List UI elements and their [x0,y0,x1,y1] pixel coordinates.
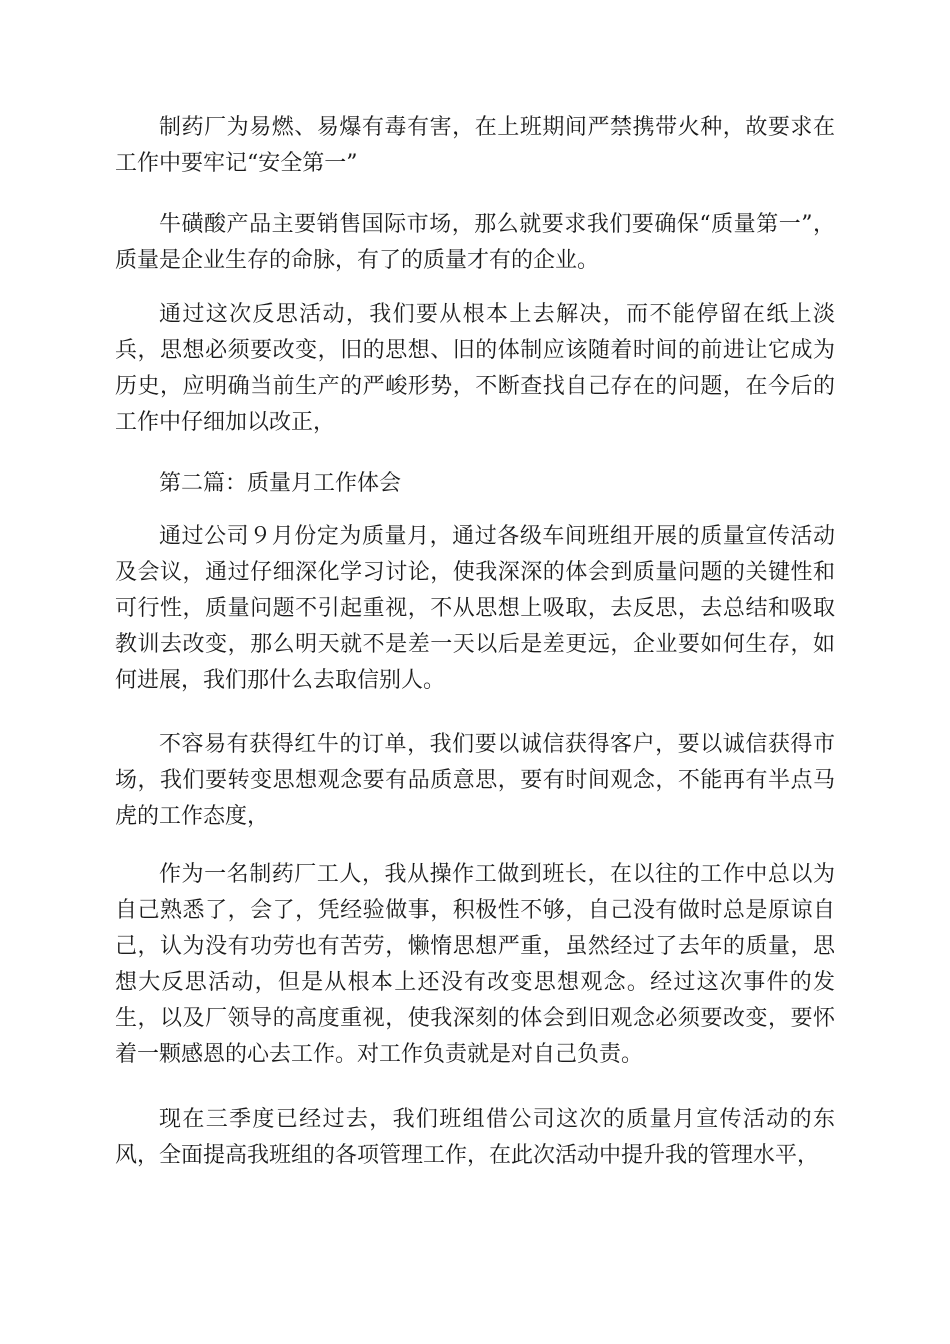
paragraph-reflection-activity: 通过这次反思活动，我们要从根本上去解决，而不能停留在纸上淡兵，思想必须要改变，旧的思想、旧的体制应该随着时间的前进让它成为历史，应明确当前生产的严峻形势，不断查找自己存在的问题，在今后的工作中仔细加以改正， [115,302,835,435]
paragraph-third-quarter: 现在三季度已经过去，我们班组借公司这次的质量月宣传活动的东风，全面提高我班组的各项管理工作，在此次活动中提升我的管理水平， [115,1107,835,1168]
section-heading: 第二篇：质量月工作体会 [159,471,402,496]
paragraph-safety-first: 制药厂为易燃、易爆有毒有害，在上班期间严禁携带火种，故要求在工作中要牢记“安全第一” [115,115,835,176]
paragraph-quality-first: 牛磺酸产品主要销售国际市场，那么就要求我们要确保“质量第一”，质量是企业生存的命脉，有了的质量才有的企业。 [115,212,835,273]
paragraph-personal-reflection: 作为一名制药厂工人，我从操作工做到班长，在以往的工作中总以为自己熟悉了，会了，凭经验做事，积极性不够，自己没有做时总是原谅自己，认为没有功劳也有苦劳，懒惰思想严重，虽然经过了去年的质量，思想大反思活动，但是从根本上还没有改变思想观念。经过这次事件的发生，以及厂领导的高度重视，使我深刻的体会到旧观念必须要改变，要怀着一颗感恩的心去工作。对工作负责就是对自己负责。 [115,862,835,1067]
paragraph-redbull-order: 不容易有获得红牛的订单，我们要以诚信获得客户，要以诚信获得市场，我们要转变思想观念要有品质意思，要有时间观念，不能再有半点马虎的工作态度， [115,732,835,829]
paragraph-quality-month: 通过公司９月份定为质量月，通过各级车间班组开展的质量宣传活动及会议，通过仔细深化学习讨论，使我深深的体会到质量问题的关键性和可行性，质量问题不引起重视，不从思想上吸取，去反思，去总结和吸取教训去改变，那么明天就不是差一天以后是差更远，企业要如何生存，如何进展，我们那什么去取信别人。 [115,524,835,693]
